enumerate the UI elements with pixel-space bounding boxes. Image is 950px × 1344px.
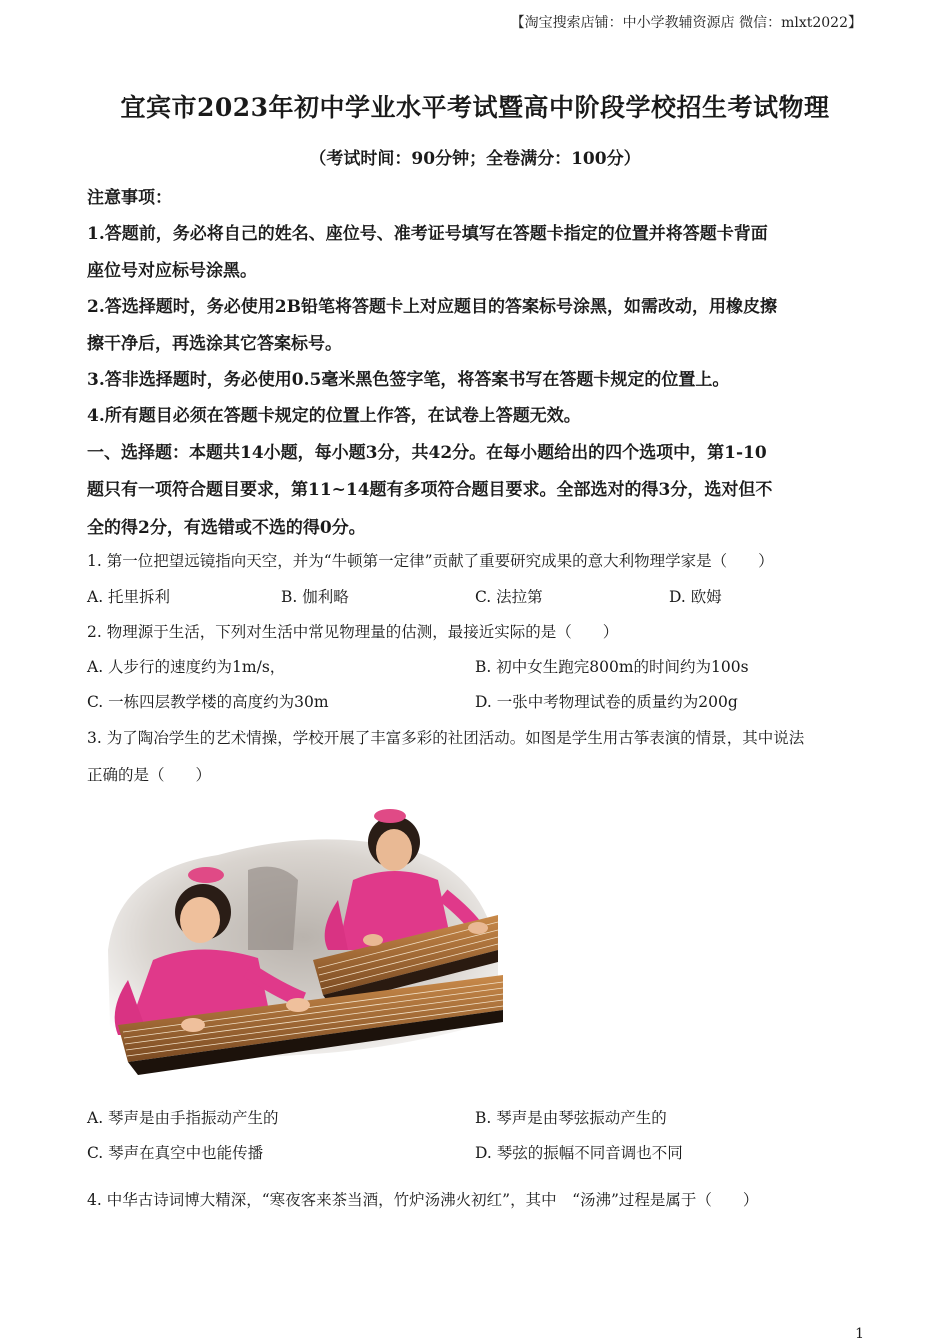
shop-note: 【淘宝搜索店铺：中小学教辅资源店 微信：mlxt2022】 [510, 15, 862, 31]
q3-option-a: A. 琴声是由手指振动产生的 [87, 1109, 279, 1127]
section-instruction: 题只有一项符合题目要求，第11~14题有多项符合题目要求。全部选对的得3分，选对但不 [87, 480, 773, 500]
q3-option-c: C. 琴声在真空中也能传播 [87, 1144, 264, 1162]
question-3-stem-cont: 正确的是（ ） [87, 766, 212, 784]
note-line: 4.所有题目必须在答题卡规定的位置上作答，在试卷上答题无效。 [87, 406, 581, 426]
exam-title: 宜宾市2023年初中学业水平考试暨高中阶段学校招生考试物理 [120, 93, 830, 122]
q2-option-a: A. 人步行的速度约为1m/s， [87, 658, 286, 676]
q1-option-b: B. 伽利略 [281, 588, 349, 606]
question-1-stem: 1. 第一位把望远镜指向天空，并为“牛顿第一定律”贡献了重要研究成果的意大利物理学家是（ ） [87, 552, 774, 570]
note-line: 擦干净后，再选涂其它答案标号。 [87, 334, 342, 354]
q1-option-d: D. 欧姆 [669, 588, 722, 606]
exam-subtitle: （考试时间：90分钟；全卷满分：100分） [309, 149, 641, 169]
q2-option-b: B. 初中女生跑完800m的时间约为100s [475, 658, 749, 676]
notes-heading: 注意事项： [87, 188, 172, 208]
question-4-stem: 4. 中华古诗词博大精深，“寒夜客来茶当酒，竹炉汤沸火初红”，其中 “汤沸”过程是属于（ ） [87, 1191, 759, 1209]
section-instruction: 一、选择题：本题共14小题，每小题3分，共42分。在每小题给出的四个选项中，第1-10 [87, 443, 767, 463]
q1-option-c: C. 法拉第 [475, 588, 543, 606]
note-line: 3.答非选择题时，务必使用0.5毫米黑色签字笔，将答案书写在答题卡规定的位置上。 [87, 370, 730, 390]
note-line: 座位号对应标号涂黑。 [87, 261, 257, 281]
guzheng-performance-photo [98, 800, 503, 1080]
question-2-stem: 2. 物理源于生活，下列对生活中常见物理量的估测，最接近实际的是（ ） [87, 623, 619, 641]
note-line: 1.答题前，务必将自己的姓名、座位号、准考证号填写在答题卡指定的位置并将答题卡背面 [87, 224, 768, 244]
q2-option-d: D. 一张中考物理试卷的质量约为200g [475, 693, 738, 711]
note-line: 2.答选择题时，务必使用2B铅笔将答题卡上对应题目的答案标号涂黑，如需改动，用橡皮擦 [87, 297, 777, 317]
question-3-stem: 3. 为了陶冶学生的艺术情操，学校开展了丰富多彩的社团活动。如图是学生用古筝表演的情景，其中说法 [87, 729, 805, 747]
page-number: 1 [855, 1326, 864, 1342]
q3-option-d: D. 琴弦的振幅不同音调也不同 [475, 1144, 683, 1162]
q1-option-a: A. 托里拆利 [87, 588, 171, 606]
q3-option-b: B. 琴声是由琴弦振动产生的 [475, 1109, 667, 1127]
section-instruction: 全的得2分，有选错或不选的得0分。 [87, 518, 366, 538]
q2-option-c: C. 一栋四层教学楼的高度约为30m [87, 693, 329, 711]
